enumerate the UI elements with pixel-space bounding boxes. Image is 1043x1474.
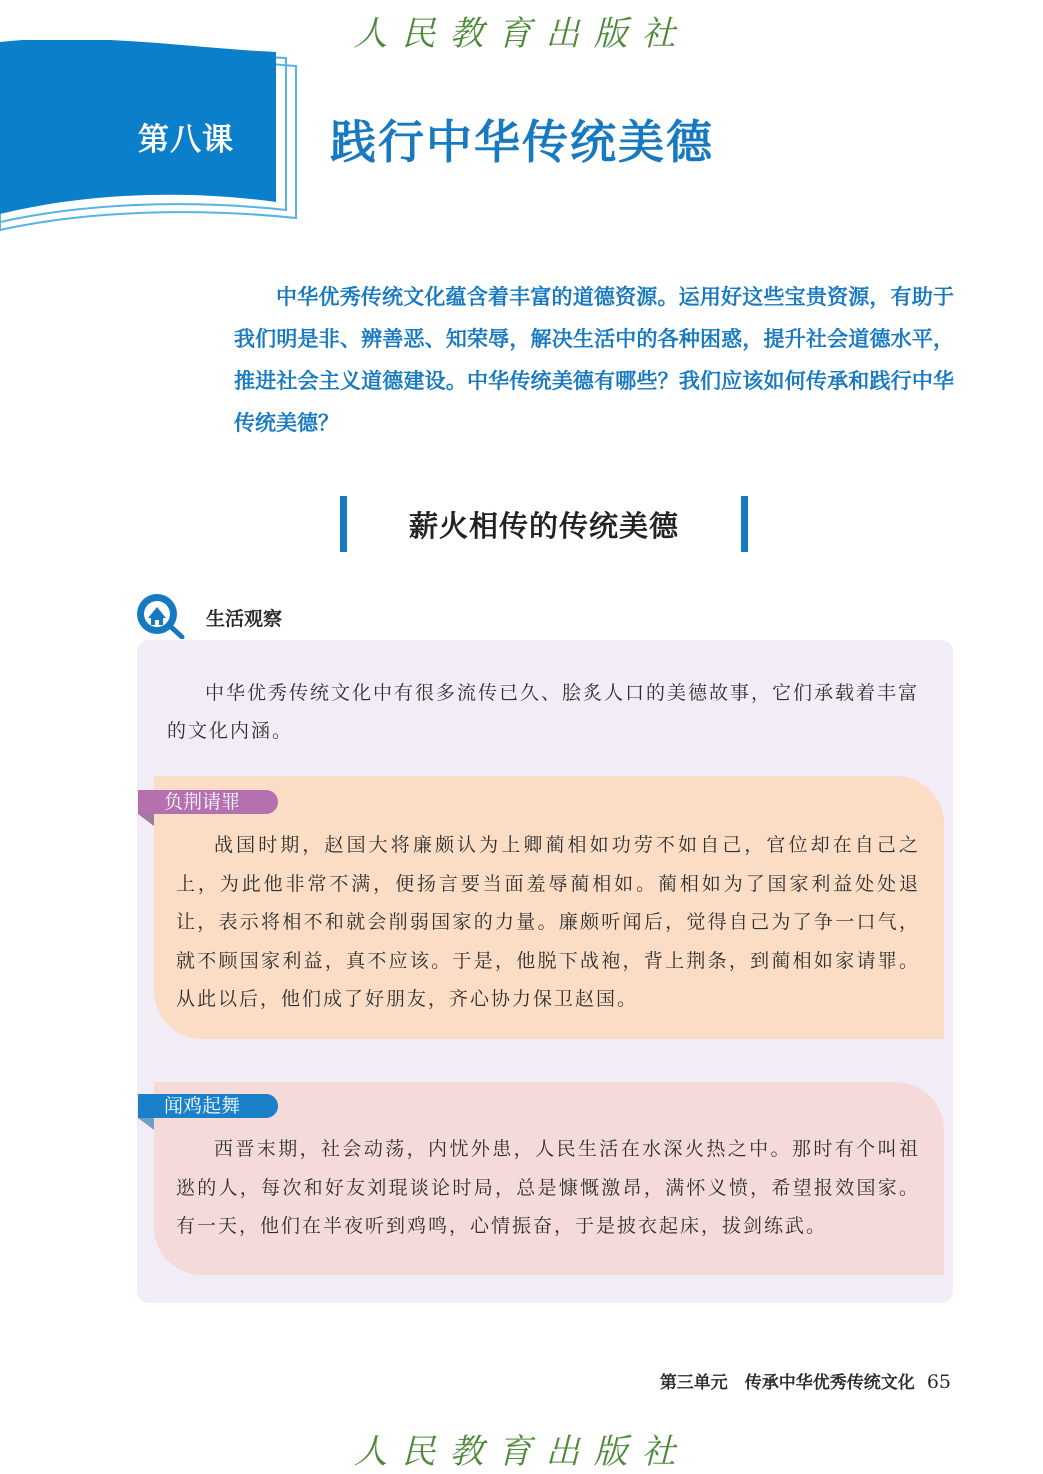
story-text-2: 西晋末期，社会动荡，内忧外患，人民生活在水深火热之中。那时有个叫祖逖的人，每次和好友刘琨谈论时局，总是慷慨激昂，满怀义愤，希望报效国家。有一天，他们在半夜听到鸡鸣，心情振奋，于是披衣起床，拔剑练武。 <box>176 1138 920 1237</box>
observation-label: 生活观察 <box>206 608 283 630</box>
story-text-1: 战国时期，赵国大将廉颇认为上卿蔺相如功劳不如自己，官位却在自己之上，为此他非常不满，便扬言要当面羞辱蔺相如。蔺相如为了国家利益处处退让，表示将相不和就会削弱国家的力量。廉颇听闻后，觉得自己为了争一口气，就不顾国家利益，真不应该。于是，他脱下战袍，背上荆条，到蔺相如家请罪。从此以后，他们成了好朋友，齐心协力保卫赵国。 <box>176 834 920 1010</box>
lesson-intro: 中华优秀传统文化蕴含着丰富的道德资源。运用好这些宝贵资源，有助于我们明是非、辨善恶、知荣辱，解决生活中的各种困惑，提升社会道德水平，推进社会主义道德建设。中华传统美德有哪些？我们应该如何传承和践行中华传统美德？ <box>234 285 954 435</box>
publisher-header: 人民教育出版社 <box>353 14 690 54</box>
lesson-number: 第八课 <box>138 122 234 158</box>
story-tag-2: 闻鸡起舞 <box>138 1094 278 1118</box>
section-heading <box>340 496 748 552</box>
story-tag-1: 负荆请罪 <box>138 790 278 814</box>
story-tag-fold-2 <box>138 1118 154 1130</box>
story-tag-fold-1 <box>138 814 154 826</box>
observation-intro: 中华优秀传统文化中有很多流传已久、脍炙人口的美德故事，它们承载着丰富的文化内涵。 <box>167 682 920 742</box>
publisher-footer: 人民教育出版社 <box>353 1432 690 1472</box>
page-footer <box>660 1368 951 1393</box>
observation-icon <box>136 593 186 639</box>
footer-unit: 第三单元 传承中华优秀传统文化 <box>659 1373 915 1393</box>
lesson-title: 践行中华传统美德 <box>330 115 714 169</box>
page-number: 65 <box>926 1371 951 1393</box>
section-title: 薪火相传的传统美德 <box>408 509 679 543</box>
section-bar-right <box>741 496 748 552</box>
